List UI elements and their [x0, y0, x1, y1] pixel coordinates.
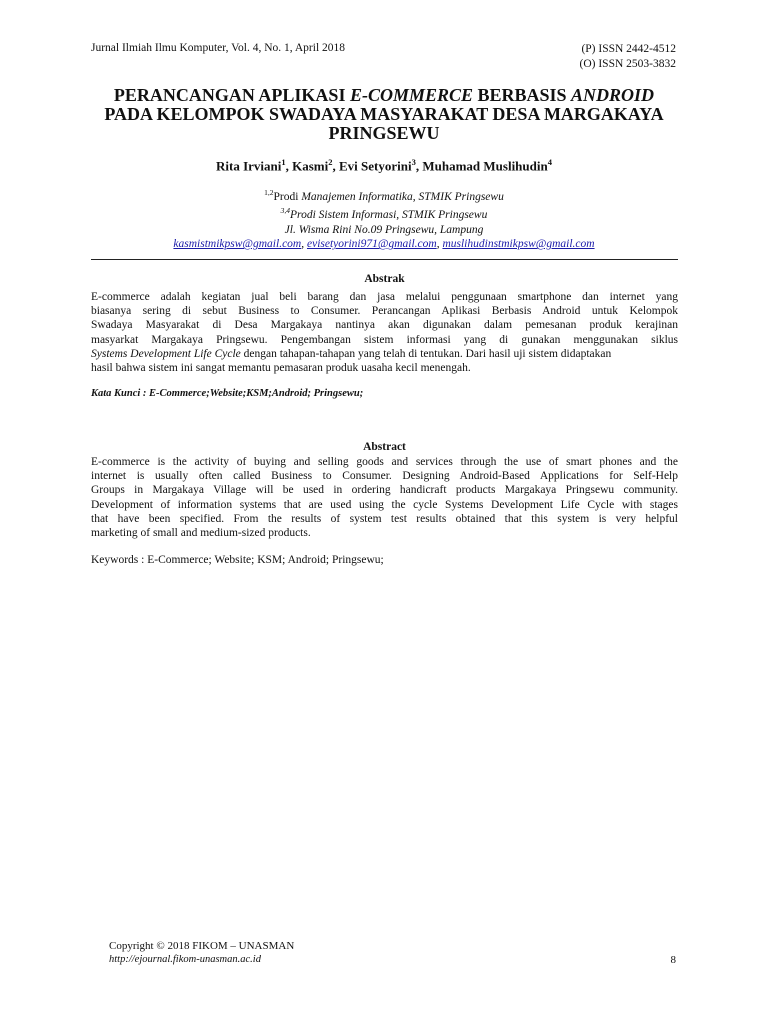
author-sep: , [415, 158, 423, 174]
author-sep: , [285, 158, 293, 174]
title-divider [91, 259, 678, 260]
title-line-2: PADA KELOMPOK SWADAYA MASYARAKAT DESA MARGAKAYA [104, 104, 664, 124]
keywords: Keywords : E-Commerce; Website; KSM; Android; Pringsewu; [91, 554, 384, 566]
affiliation-2-sup: 3,4 [280, 206, 291, 216]
author-sup: 3 [411, 157, 416, 167]
affiliation-1-text: Manajemen Informatika, STMIK Pringsewu [301, 190, 504, 203]
email-link[interactable]: muslihudinstmikpsw@gmail.com [442, 238, 595, 251]
email-list [60, 237, 708, 252]
author-name: Rita Irviani [216, 158, 282, 174]
author-list [60, 157, 708, 174]
affiliation-1-sup: 1,2 [264, 188, 274, 197]
affiliation-address: Jl. Wisma Rini No.09 Pringsewu, Lampung [284, 223, 484, 236]
affiliation-1-prefix: Prodi [273, 190, 302, 203]
abstrak-line: E-commerce adalah kegiatan jual beli barang dan jasa melalui penggunaan smartphone dan internet yang [91, 291, 678, 303]
affiliation-2-text: Prodi Sistem Informasi, STMIK Pringsewu [290, 209, 488, 222]
paper-title [70, 86, 698, 143]
author-name: Evi Setyorini [339, 158, 412, 174]
abstrak-line [91, 347, 678, 361]
title-line-1-part-c: BERBASIS [473, 85, 572, 105]
abstrak-line: masyarkat Margakaya Pringsewu. Pengembangan sistem informasi yang di gunakan menggunakan siklus [91, 333, 678, 346]
author-name: Kasmi [292, 158, 329, 174]
email-sep: , [436, 238, 443, 251]
abstrak-heading: Abstrak [364, 273, 405, 285]
abstract-line: that have been specified. From the results of system test results obtained that this system is very helpful [91, 512, 678, 525]
title-line-1-part-a: PERANCANGAN APLIKASI [113, 85, 350, 105]
abstract-heading: Abstract [363, 441, 406, 453]
issn-print: (P) ISSN 2442-4512 [581, 43, 676, 55]
author-sup: 1 [281, 157, 286, 167]
abstract-line: internet is usually often called Business to Consumer. Designing Android-Based Applications for Self-Help [91, 470, 678, 483]
page-number: 8 [670, 954, 676, 966]
abstrak-line: Swadaya Masyarakat di Desa Margakaya nantinya akan digunakan dalam pemesanan produk kerajinan [91, 319, 678, 332]
abstract-line: E-commerce is the activity of buying and selling goods and services through the use of smart phones and the [91, 456, 678, 468]
email-link[interactable]: kasmistmikpsw@gmail.com [173, 238, 302, 251]
email-sep: , [301, 238, 307, 251]
abstrak-sdlc-term: Systems Development Life Cycle [91, 347, 241, 360]
abstrak-body [91, 290, 678, 375]
abstract-body [91, 455, 678, 540]
kata-kunci: Kata Kunci : E-Commerce;Website;KSM;Android; Pringsewu; [91, 388, 364, 399]
title-line-1-ecommerce: E-COMMERCE [349, 85, 473, 105]
title-line-3: PRINGSEWU [328, 123, 440, 143]
footer-url: http://ejournal.fikom-unasman.ac.id [109, 954, 261, 965]
abstract-line: Development of information systems that are used using the cycle Systems Development Life Cycle with stages [91, 498, 678, 511]
affiliation-1 [60, 186, 708, 204]
author-sep: , [332, 158, 340, 174]
issn-online: (O) ISSN 2503-3832 [579, 58, 676, 70]
journal-header: Jurnal Ilmiah Ilmu Komputer, Vol. 4, No. 1, April 2018 [91, 42, 346, 54]
affiliations [60, 186, 708, 252]
abstrak-line-rest: dengan tahapan-tahapan yang telah di tentukan. Dari hasil uji sistem didaptakan [240, 347, 612, 360]
issn-block [580, 42, 676, 72]
footer-copyright: Copyright © 2018 FIKOM – UNASMAN [109, 940, 295, 952]
author-sup: 2 [328, 157, 333, 167]
abstract-line: marketing of small and medium-sized products. [91, 527, 311, 540]
title-line-1 [70, 86, 698, 105]
affiliation-2 [60, 204, 708, 222]
abstract-line: Groups in Margakaya Village will be used in ordering handicraft products Margakaya Pringsewu community. [91, 484, 678, 497]
abstrak-line: hasil bahwa sistem ini sangat memantu pemasaran produk uasaha kecil menengah. [91, 362, 471, 375]
email-link[interactable]: evisetyorini971@gmail.com [306, 238, 437, 251]
author-name: Muhamad Muslihudin [422, 158, 548, 174]
title-line-1-android: ANDROID [571, 85, 655, 105]
abstrak-line: biasanya sering di sebut Business to Consumer. Perancangan Aplikasi Berbasis Android untuk Kelompok [91, 305, 678, 318]
author-sup: 4 [547, 157, 552, 167]
